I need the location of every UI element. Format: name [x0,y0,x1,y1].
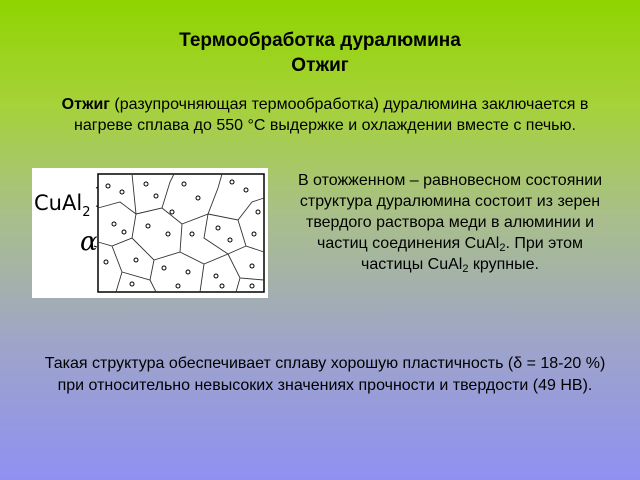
intro-text: (разупрочняющая термообработка) дуралюмина заключается в нагреве сплава до 550 °С выдержке и охлаждении вместе с печью. [74,96,589,134]
side-text-sub2: 2 [462,263,469,275]
intro-term: Отжиг [61,96,110,113]
side-text-part1: В отожженном – равновесном состоянии структура дуралюмина состоит из зерен твердого раствора меди в алюминии и частиц соединения CuAl [297,172,603,252]
side-text-part3: крупные. [468,256,539,273]
bottom-paragraph: Такая структура обеспечивает сплаву хорошую пластичность (δ = 18-20 %) при относительно невысоких значениях прочности и твердости (49 НВ). [44,355,606,394]
side-text-sub1: 2 [499,242,506,254]
label-alpha: α [80,227,98,257]
slide-title: Термообработка дуралюмина [179,30,461,51]
microstructure-figure [32,168,268,298]
intro-paragraph [60,94,590,136]
side-text-part2: . При этом частицы CuAl [361,235,583,273]
slide-subtitle: Отжиг [291,55,349,76]
label-cual2: CuAl$_2$ [34,191,91,220]
microstructure-diagram [32,168,268,298]
side-paragraph [295,170,605,275]
